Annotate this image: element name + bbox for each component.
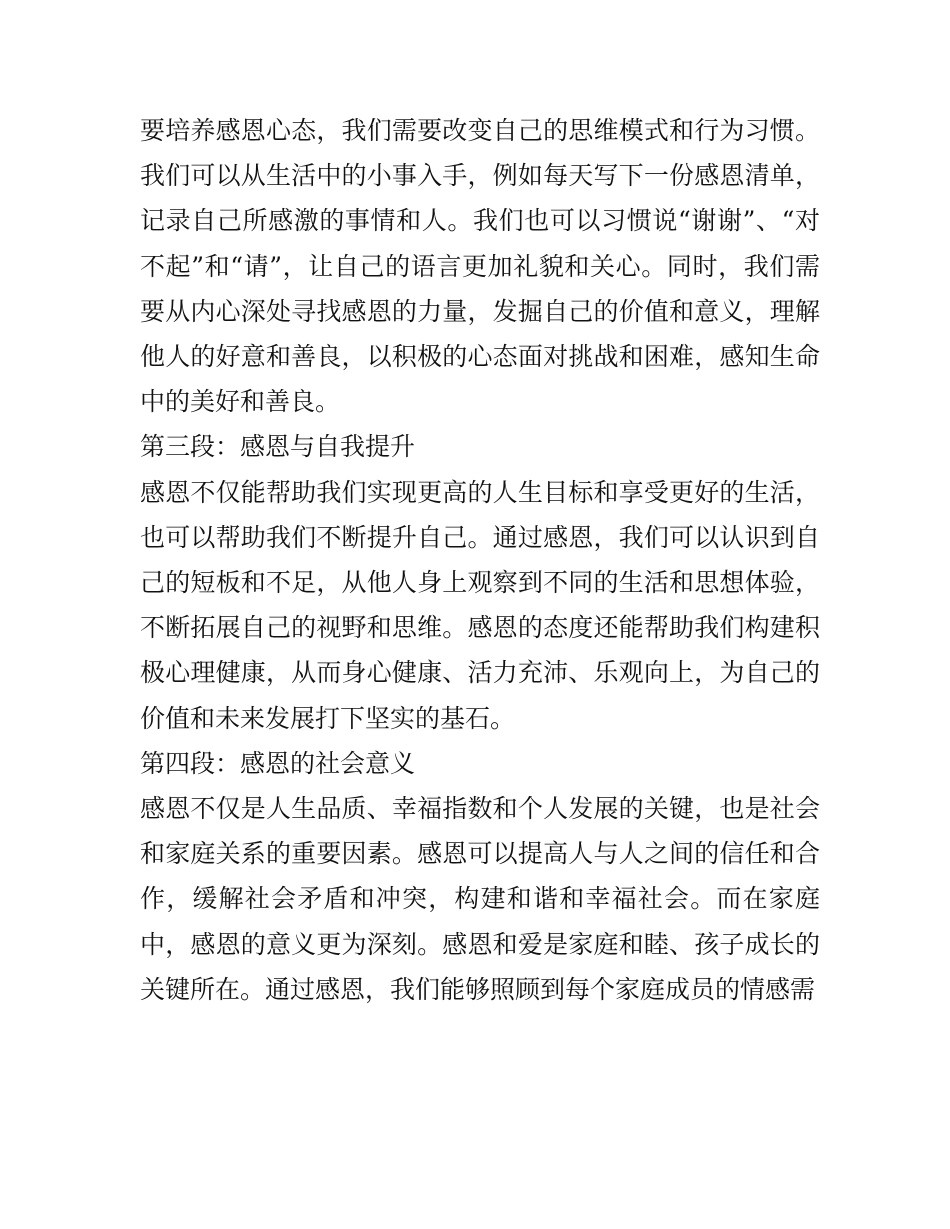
paragraph-self-improvement: 感恩不仅能帮助我们实现更高的人生目标和享受更好的生活，也可以帮助我们不断提升自己。通过感恩，我们可以认识到自己的短板和不足，从他人身上观察到不同的生活和思想体验，不断拓展自己的视野和思维。感恩的态度还能帮助我们构建积极心理健康，从而身心健康、活力充沛、乐观向上，为自己的价值和未来发展打下坚实的基石。: [140, 477, 820, 733]
paragraph-social-meaning: 感恩不仅是人生品质、幸福指数和个人发展的关键，也是社会和家庭关系的重要因素。感恩可以提高人与人之间的信任和合作，缓解社会矛盾和冲突，构建和谐和幸福社会。而在家庭中，感恩的意义更为深刻。感恩和爱是家庭和睦、孩子成长的关键所在。通过感恩，我们能够照顾到每个家庭成员的情感需: [140, 794, 820, 1004]
section-heading-self-improvement: 第三段：感恩与自我提升: [140, 432, 416, 462]
section-heading-social-meaning: 第四段：感恩的社会意义: [140, 748, 416, 778]
paragraph-cultivating-gratitude: 要培养感恩心态，我们需要改变自己的思维模式和行为习惯。我们可以从生活中的小事入手，例如每天写下一份感恩清单，记录自己所感激的事情和人。我们也可以习惯说“谢谢”、“对不起”和“请”，让自己的语言更加礼貌和关心。同时，我们需要从内心深处寻找感恩的力量，发掘自己的价值和意义，理解他人的好意和善良，以积极的心态面对挑战和困难，感知生命中的美好和善良。: [140, 116, 820, 417]
document-body: [140, 108, 820, 1012]
